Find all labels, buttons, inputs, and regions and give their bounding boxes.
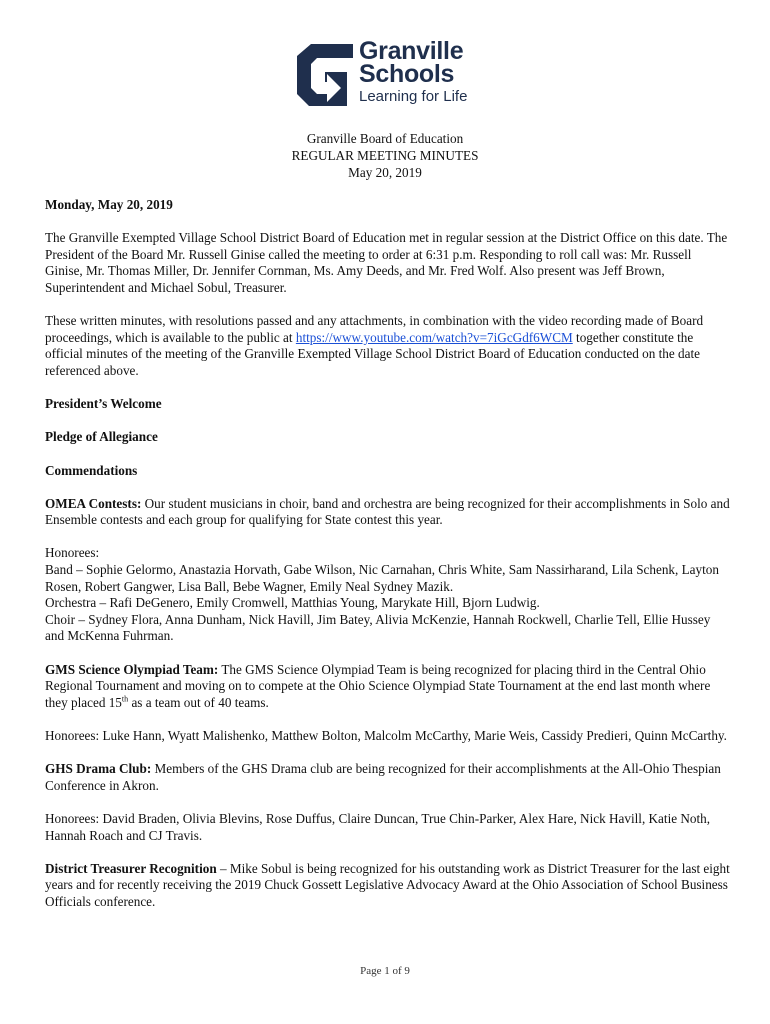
ghs-title: GHS Drama Club:	[45, 761, 152, 777]
page-footer: Page 1 of 9	[360, 965, 410, 977]
heading-commendations: Commendations	[45, 462, 138, 478]
gms-paragraph	[45, 662, 730, 712]
omea-honorees-label: Honorees:	[45, 545, 100, 561]
intro-paragraph: The Granville Exempted Village School District Board of Education met in regular session at the District Office on this date. The President of the Board Mr. Russell Ginise called the meeting to order at 6:31 p.m. Responding to roll call was: Mr. Russell Ginise, Mr. Thomas Miller, Dr. Jennifer Cornman, Ms. Amy Deeds, and Mr. Fred Wolf. Also present was Jeff Brown, Superintendent and Michael Sobul, Treasurer.	[45, 230, 728, 295]
granville-schools-logo	[297, 37, 477, 108]
heading-pledge: Pledge of Allegiance	[45, 429, 158, 445]
logo-name	[359, 37, 464, 88]
omea-choir: Choir – Sydney Flora, Anna Dunham, Nick Havill, Jim Batey, Alivia McKenzie, Hannah Rockwell, Charlie Tell, Ellie Hussey and McKenna Fuhrman.	[45, 611, 711, 644]
logo-name-line2: Schools	[359, 60, 455, 88]
omea-honorees	[45, 545, 730, 645]
header-doc-type: REGULAR MEETING MINUTES	[291, 148, 479, 163]
minutes-note-before: These written minutes, with resolutions passed and any attachments, in combination with the video recording made of Board proceedings, which is available to the public at	[45, 313, 704, 345]
granville-g-logo-icon	[297, 44, 353, 106]
omea-paragraph	[45, 496, 730, 529]
header-org: Granville Board of Education	[306, 131, 464, 146]
gms-sup: th	[121, 694, 129, 704]
minutes-note-paragraph	[45, 313, 730, 379]
header-date: May 20, 2019	[348, 165, 422, 180]
gms-title: GMS Science Olympiad Team:	[45, 661, 219, 677]
omea-band: Band – Sophie Gelormo, Anastazia Horvath, Gabe Wilson, Nic Carnahan, Chris White, Sam Nassirharand, Lila Schenk, Layton Rosen, Robert Gangwer, Lisa Ball, Bebe Wagner, Emily Neal Sydney Mazik.	[45, 562, 719, 594]
gms-text-after: as a team out of 40 teams.	[128, 694, 269, 710]
minutes-note-after: together constitute the official minutes of the meeting of the Granville Exempted Village School District Board of Education conducted on the date referenced above.	[45, 329, 700, 378]
video-recording-link[interactable]: https://www.youtube.com/watch?v=7iGcGdf6WCM	[295, 329, 573, 345]
omea-text: Our student musicians in choir, band and orchestra are being recognized for their accomplishments in Solo and Ensemble contests and each group for qualifying for State contest this year.	[45, 495, 730, 528]
treasurer-title: District Treasurer Recognition	[45, 860, 217, 876]
logo-tagline: Learning for Life	[359, 88, 468, 105]
omea-orchestra: Orchestra – Rafi DeGenero, Emily Cromwell, Matthias Young, Marykate Hill, Bjorn Ludwig.	[45, 595, 540, 611]
logo-name-line1: Granville	[359, 37, 464, 65]
document-body	[45, 197, 730, 927]
treasurer-paragraph	[45, 861, 730, 911]
document-header	[0, 130, 770, 181]
ghs-honorees: Honorees: David Braden, Olivia Blevins, Rose Duffus, Claire Duncan, True Chin-Parker, Alex Hare, Nick Havill, Katie Noth, Hannah Roach and CJ Travis.	[45, 810, 711, 843]
ghs-paragraph	[45, 761, 730, 794]
gms-text-before: The GMS Science Olympiad Team is being recognized for placing third in the Central Ohio Regional Tournament and moving on to compete at the Ohio Science Olympiad State Tournament at the end last month where they placed 15	[45, 661, 711, 710]
omea-title: OMEA Contests:	[45, 495, 142, 511]
gms-honorees: Honorees: Luke Hann, Wyatt Malishenko, Matthew Bolton, Malcolm McCarthy, Marie Weis, Cassidy Predieri, Quinn McCarthy.	[45, 728, 727, 743]
treasurer-text: – Mike Sobul is being recognized for his outstanding work as District Treasurer for the last eight years and for recently receiving the 2019 Chuck Gossett Legislative Advocacy Award at the Ohio Association of School Business Officials conference.	[45, 860, 730, 909]
ghs-text: Members of the GHS Drama club are being recognized for their accomplishments at the All-Ohio Thespian Conference in Akron.	[45, 761, 721, 793]
heading-presidents-welcome: President’s Welcome	[45, 396, 162, 412]
date-heading: Monday, May 20, 2019	[45, 197, 173, 212]
